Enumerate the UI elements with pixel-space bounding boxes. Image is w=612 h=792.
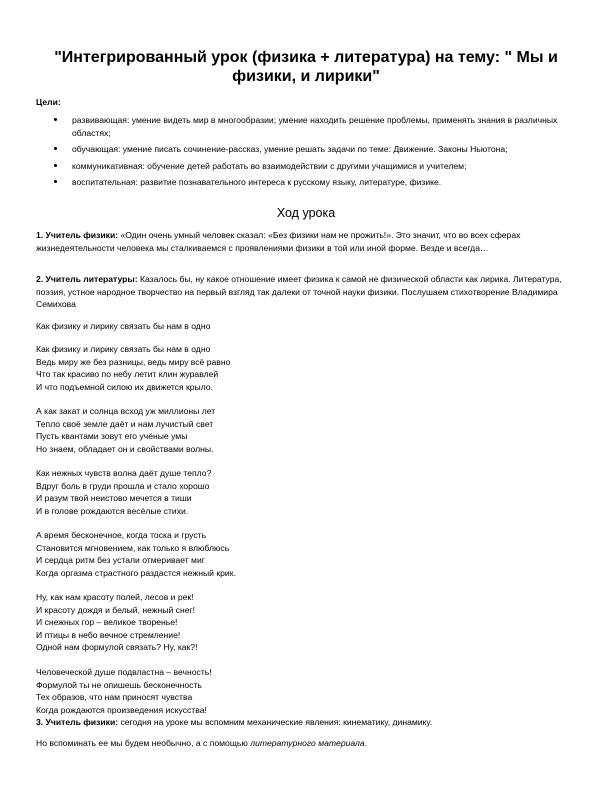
poem-line: Формулой ты не опишешь бесконечность — [36, 679, 202, 690]
goal-item: коммуникативная: обучение детей работать во взаимодействии с другими учащимися и учителем; — [60, 160, 560, 173]
poem-line: А время бесконечное, когда тоска и грусть — [36, 530, 207, 540]
emphasis-text: литературного материала — [250, 738, 365, 748]
goal-item: развивающая: умение видеть мир в многообразии; умение находить решение проблемы, применять знания в различных областях; — [60, 114, 560, 139]
goals-list — [60, 114, 560, 193]
goal-item: воспитательная: развитие познавательного интереса к русскому языку, литературе, физике. — [60, 176, 560, 189]
physics-teacher-paragraph-1 — [36, 229, 580, 254]
poem-line: Когда оргазма страстного раздастся нежный крик. — [36, 567, 236, 578]
poem-line: Одной нам формулой связать? Ну, как?! — [36, 642, 198, 653]
document-title: "Интегрированный урок (физика + литература) на тему: " Мы и физики, и лирики" — [54, 49, 558, 85]
poem-line: А как закат и солнца всход уж миллионы лет — [36, 406, 216, 416]
poem-stanza — [36, 320, 436, 333]
paragraph-text: Но вспоминать ее мы будем необычно, а с помощью — [36, 738, 251, 748]
poem-line: И что подъемной силою их движется крыло. — [36, 381, 213, 392]
poem-line: И сердца ритм без устали отмеривает миг — [36, 555, 205, 566]
paragraph-text: «Один очень умный человек сказал: «Без физики нам не прожить!». Это значит, что во всех сферах жизнедеятельности человека мы сталкиваемся с проявлениями физики в той или иной форме. Везде и всегда… — [36, 230, 521, 253]
poem-line: Тепло своё земле даёт и нам лучистый свет — [36, 418, 214, 429]
poem-line: Ну, как нам красоту полей, лесов и рек! — [36, 592, 194, 602]
poem-line: Тех образов, что нам приносят чувства — [36, 692, 193, 703]
poem-line: Становится мгновением, как только я влюблюсь — [36, 542, 230, 553]
poem-stanza — [36, 591, 436, 654]
paragraph-text: сегодня на уроке мы вспомним механические явления: кинематику, динамику. — [118, 717, 433, 727]
poem-stanza — [36, 467, 436, 517]
goal-item: обучающая: умение писать сочинение-рассказ, умение решать задачи по теме: Движение. Законы Ньютона; — [60, 143, 560, 156]
poem-line: Вдруг боль в груди прошла и стало хорошо — [36, 480, 210, 491]
poem-line: Как физику и лирику связать бы нам в одно — [36, 344, 211, 354]
poem-line: И разум твой неистово мечется в тиши — [36, 493, 192, 504]
poem-stanza — [36, 666, 436, 716]
poem-stanza — [36, 529, 436, 579]
poem-stanza — [36, 405, 436, 455]
poem-line: Пусть квантами зовут его учёные умы — [36, 431, 188, 442]
speaker-label: 3. Учитель физики: — [36, 717, 119, 727]
speaker-label: 2. Учитель литературы: — [36, 274, 138, 284]
poem-line: И снежных гор – великое творенье! — [36, 617, 178, 628]
physics-teacher-paragraph-2 — [36, 716, 580, 729]
lesson-heading: Ход урока — [276, 206, 336, 220]
poem-line: И в голове рождаются весёлые стихи. — [36, 505, 189, 516]
paragraph-text: Казалось бы, ну какое отношение имеет физика к самой не физической области как лирика. Литература, поэзия, устное народное творчество на первый взгляд так далеки от точной науки физики. Послушаем стихотворение Владимира Семихова — [36, 274, 562, 310]
poem-line: Но знаем, обладает он и свойствами волны. — [36, 443, 214, 454]
poem-line: И красоту дождя и белый, нежный снег! — [36, 604, 195, 615]
literature-teacher-paragraph — [36, 273, 580, 311]
poem-stanza — [36, 343, 436, 393]
poem-line: Как нежных чувств волна даёт душе тепло? — [36, 468, 212, 478]
poem-line: Человеческой душе подвластна – вечность! — [36, 667, 212, 677]
poem-line: И птицы в небо вечное стремление! — [36, 629, 181, 640]
paragraph-end: . — [364, 738, 368, 748]
poem-line: Когда рождаются произведения искусства! — [36, 704, 207, 715]
goals-label: Цели: — [36, 97, 61, 107]
speaker-label: 1. Учитель физики: — [36, 230, 119, 240]
closing-paragraph — [36, 737, 580, 750]
poem-line: Как физику и лирику связать бы нам в одно — [36, 321, 211, 331]
poem-line: Что так красиво по небу летит клин журавлей — [36, 369, 219, 380]
poem-line: Ведь миру же без разницы, ведь миру всё равно — [36, 356, 231, 367]
